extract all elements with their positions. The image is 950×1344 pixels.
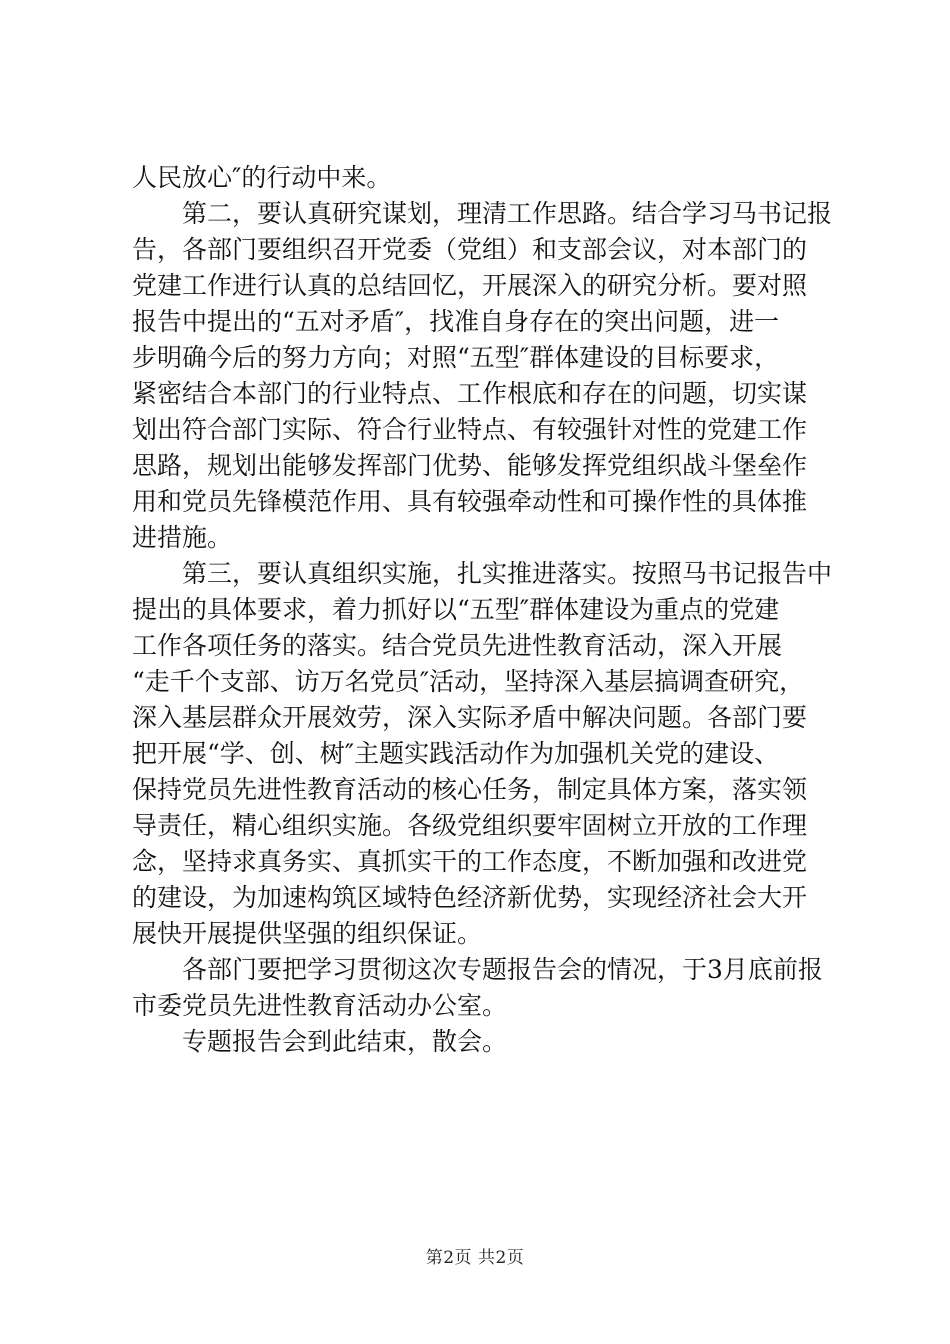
text-line: 保持党员先进性教育活动的核心任务，制定具体方案，落实领 — [132, 775, 808, 804]
text-line: 步明确今后的努力方向；对照“五型″群体建设的目标要求， — [132, 343, 780, 372]
text-line: “走千个支部、访万名党员″活动，坚持深入基层搞调查研究， — [132, 667, 805, 696]
text-line: 报告中提出的“五对矛盾″，找准自身存在的突出问题，进一 — [132, 307, 780, 336]
text-line: 把开展“学、创、树″主题实践活动作为加强机关党的建设、 — [132, 739, 780, 768]
paragraph-start-line: 第二，要认真研究谋划，理清工作思路。结合学习马书记报 — [182, 199, 833, 228]
document-body — [132, 160, 832, 1060]
text-line: 工作各项任务的落实。结合党员先进性教育活动，深入开展 — [132, 631, 783, 660]
text-line: 紧密结合本部门的行业特点、工作根底和存在的问题，切实谋 — [132, 379, 808, 408]
text-line: 展快开展提供坚强的组织保证。 — [132, 919, 483, 948]
text-line: 的建设，为加速构筑区域特色经济新优势，实现经济社会大开 — [132, 883, 808, 912]
text-line: 用和党员先锋模范作用、具有较强牵动性和可操作性的具体推 — [132, 487, 808, 516]
paragraph-start-line: 专题报告会到此结束，散会。 — [182, 1027, 508, 1056]
text-line: 思路，规划出能够发挥部门优势、能够发挥党组织战斗堡垒作 — [132, 451, 808, 480]
page-footer — [0, 1243, 950, 1268]
text-line: 市委党员先进性教育活动办公室。 — [132, 991, 508, 1020]
text-line: 导责任，精心组织实施。各级党组织要牢固树立开放的工作理 — [132, 811, 808, 840]
text-line: 告，各部门要组织召开党委（党组）和支部会议，对本部门的 — [132, 235, 808, 264]
page-number-label: 第2页 共2页 — [425, 1248, 525, 1268]
text-line: 提出的具体要求，着力抓好以“五型″群体建设为重点的党建 — [132, 595, 780, 624]
text-line: 人民放心″的行动中来。 — [132, 163, 392, 192]
paragraph-start-line: 第三，要认真组织实施，扎实推进落实。按照马书记报告中 — [182, 559, 833, 588]
text-line: 深入基层群众开展效劳，深入实际矛盾中解决问题。各部门要 — [132, 703, 808, 732]
paragraph-start-line: 各部门要把学习贯彻这次专题报告会的情况，于3月底前报 — [182, 955, 823, 984]
text-line: 党建工作进行认真的总结回忆，开展深入的研究分析。要对照 — [132, 271, 808, 300]
text-line: 划出符合部门实际、符合行业特点、有较强针对性的党建工作 — [132, 415, 808, 444]
text-line: 进措施。 — [132, 523, 233, 552]
text-line: 念，坚持求真务实、真抓实干的工作态度，不断加强和改进党 — [132, 847, 808, 876]
